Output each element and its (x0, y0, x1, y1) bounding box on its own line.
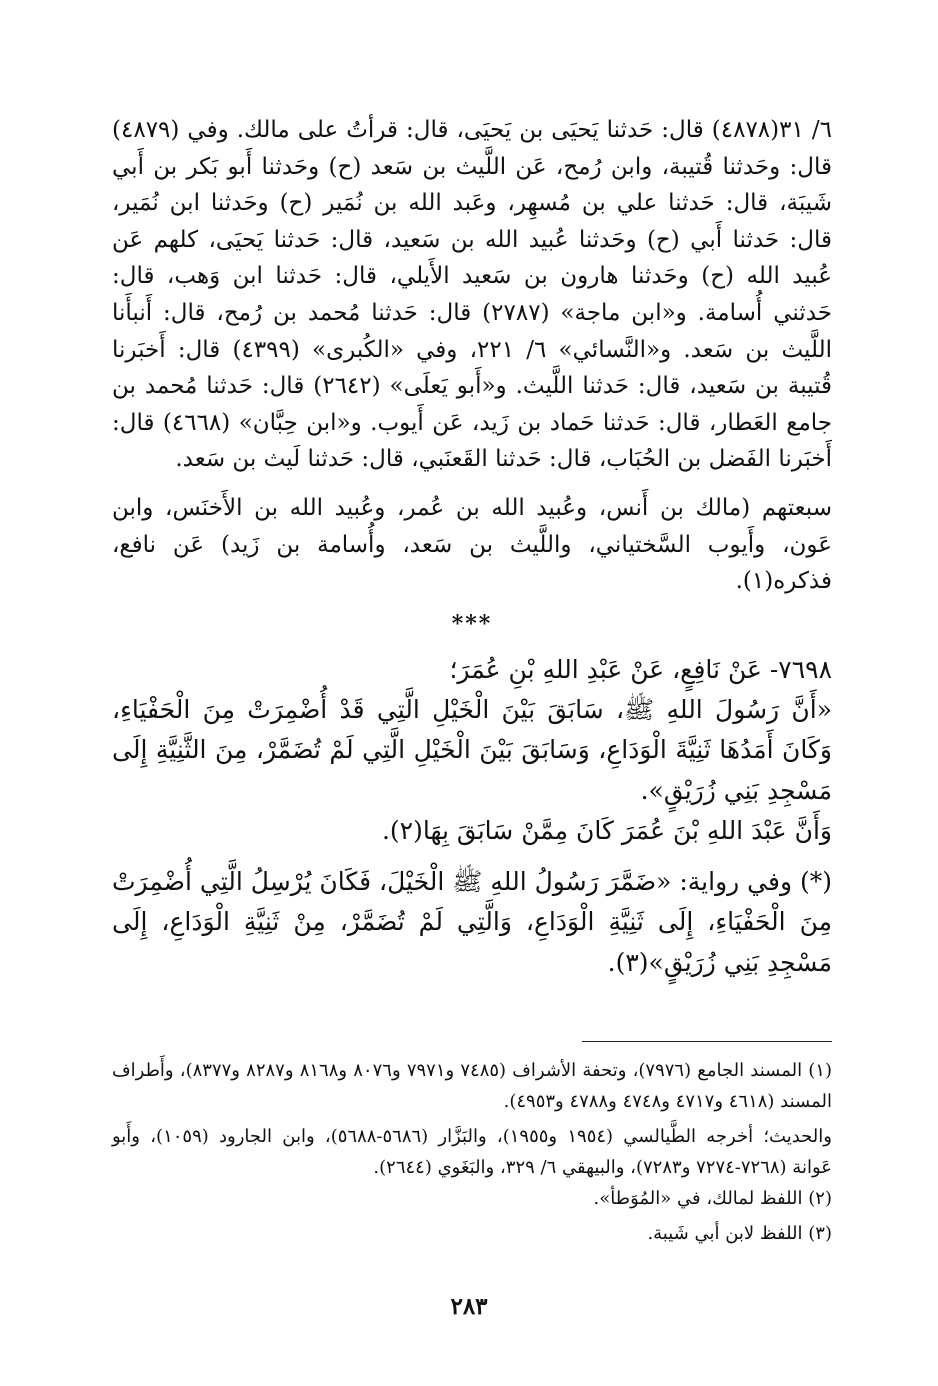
page-number: ٢٨٣ (450, 1293, 488, 1320)
footnotes (112, 1055, 832, 1249)
hadith-matn: «أَنَّ رَسُولَ اللهِ ﷺ، سَابَقَ بَيْنَ الْخَيْلِ الَّتِي قَدْ أُضْمِرَتْ مِنَ الْحَفْيَاءِ، وَكَانَ أَمَدُهَا ثَنِيَّةَ الْوَدَاعِ، وَسَابَقَ بَيْنَ الْخَيْلِ الَّتِي لَمْ تُضَمَّرْ، مِنَ الثَّنِيَّةِ إِلَى مَسْجِدِ بَنِي زُرَيْقٍ». (112, 694, 832, 805)
isnad-paragraph: ٦/ ٣١(٤٨٧٨) قال: حَدثنا يَحيَى بن يَحيَى، قال: قرأتُ على مالك. وفي (٤٨٧٩) قال: وحَدثنا قُتيبة، وابن رُمح، عَن اللَّيث بن سَعد (ح) وحَدثنا أَبو بَكر بن أَبي شَيبَة، قال: حَدثنا علي بن مُسهِر، وعَبد الله بن نُمَير (ح) وحَدثنا ابن نُمَير، قال: حَدثنا أَبي (ح) وحَدثنا عُبيد الله بن سَعيد، قال: حَدثنا يَحيَى، كلهم عَن عُبيد الله (ح) وحَدثنا هارون بن سَعيد الأَيلي، قال: حَدثنا ابن وَهب، قال: حَدثني أُسامة. و«ابن ماجة» (٢٧٨٧) قال: حَدثنا مُحمد بن رُمح، قال: أَنبأَنا اللَّيث بن سَعد. و«النَّسائي» ٦/ ٢٢١، وفي «الكُبرى» (٤٣٩٩) قال: أَخبَرنا قُتيبة بن سَعيد، قال: حَدثنا اللَّيث. و«أَبو يَعلَى» (٢٦٤٢) قال: حَدثنا مُحمد بن جامع العَطار، قال: حَدثنا حَماد بن زَيد، عَن أَيوب. و«ابن حِبَّان» (٤٦٦٨) قال: أَخبَرنا الفَضل بن الحُبَاب، قال: حَدثنا القَعنَبي، قال: حَدثنا لَيث بن سَعد. (112, 117, 833, 473)
footnote-1: (١) المسند الجامع (٧٩٧٦)، وتحفة الأشراف (٧٤٨٥ و٧٩٧١ و٨٠٧٦ و٨١٦٨ و٨٢٨٧ و٨٣٧٧)، وأَطراف المسند (٤٦١٨ و٤٧١٧ و٤٧٤٨ و٤٧٨٨ و٤٩٥٣). (112, 1060, 832, 1112)
hadith-riwaya: (*) وفي رواية: «ضَمَّرَ رَسُولُ اللهِ ﷺ الْخَيْلَ، فَكَانَ يُرْسِلُ الَّتِي أُضْمِرَتْ مِنَ الْحَفْيَاءِ، إِلَى ثَنِيَّةِ الْوَدَاعِ، وَالَّتِي لَمْ تُضَمَّرْ، مِنْ ثَنِيَّةِ الْوَدَاعِ، إِلَى مَسْجِدِ بَنِي زُرَيْقٍ»(٣). (112, 866, 832, 977)
section-separator: *** (451, 610, 493, 637)
footnote-divider (582, 1041, 832, 1042)
footnote-1-continued: والحديث؛ أخرجه الطَّيالسي (١٩٥٤ و١٩٥٥)، والبَزَّار (٥٦٨٦-٥٦٨٨)، وابن الجارود (١٠٥٩)، وأَبو عَوانة (٧٢٦٨-٧٢٧٤ و٧٢٨٣)، والبيهقي ٦/ ٣٢٩، والبَغَوي (٢٦٤٤). (112, 1126, 832, 1178)
summary-paragraph: سبعتهم (مالك بن أَنس، وعُبيد الله بن عُمر، وعُبيد الله بن الأَخنَس، وابن عَون، وأَيوب السَّختياني، واللَّيث بن سَعد، وأُسامة بن زَيد) عَن نافع، فذكره(١). (112, 494, 832, 595)
main-text (112, 112, 832, 983)
footnote-2: (٢) اللفظ لمالك، في «المُوَطأ». (593, 1188, 832, 1209)
hadith-heading: ٧٦٩٨- عَنْ نَافِعٍ، عَنْ عَبْدِ اللهِ بْنِ عُمَرَ؛ (449, 654, 832, 684)
hadith-ending: وَأَنَّ عَبْدَ اللهِ بْنَ عُمَرَ كَانَ مِمَّنْ سَابَقَ بِهَا(٢). (381, 816, 832, 846)
footnote-3: (٣) اللفظ لابن أبي شَيبة. (647, 1223, 832, 1244)
